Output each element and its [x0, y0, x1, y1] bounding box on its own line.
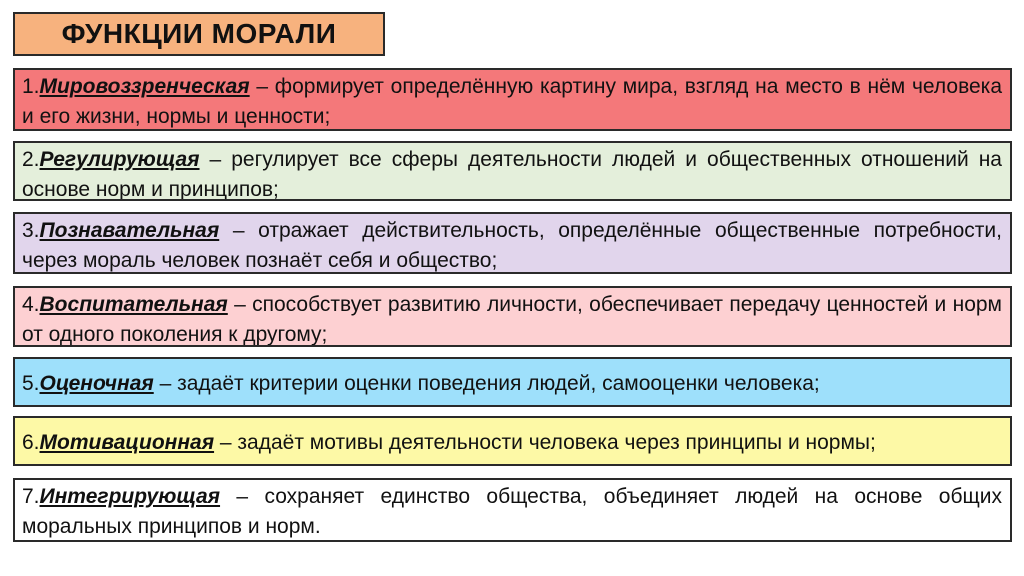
function-number: 3.: [22, 219, 40, 242]
function-term: Регулирующая: [39, 148, 200, 171]
function-item-3: [13, 212, 1012, 274]
function-description: – сохраняет единство общества, объединяет людей на основе общих моральных принципов и норм.: [22, 485, 1002, 538]
function-number: 2.: [22, 148, 40, 171]
function-item-7: [13, 478, 1012, 542]
function-description: – отражает действительность, определённые общественные потребности, через мораль человек познаёт себя и общество;: [22, 219, 1002, 272]
function-description: – способствует развитию личности, обеспечивает передачу ценностей и норм от одного поколения к другому;: [22, 293, 1002, 346]
function-item-2: [13, 141, 1012, 201]
function-description: – формирует определённую картину мира, взгляд на место в нём человека и его жизни, нормы и ценности;: [22, 75, 1002, 128]
function-description: – регулирует все сферы деятельности людей и общественных отношений на основе норм и принципов;: [22, 148, 1002, 201]
function-term: Интегрирующая: [39, 485, 221, 508]
function-number: 7.: [22, 485, 40, 508]
function-item-4: [13, 286, 1012, 347]
title-box: [13, 12, 385, 56]
function-number: 5.: [22, 372, 40, 395]
function-number: 1.: [22, 75, 40, 98]
function-number: 4.: [22, 293, 40, 316]
function-term: Воспитательная: [39, 293, 228, 316]
function-item-1: [13, 68, 1012, 131]
page-title: ФУНКЦИИ МОРАЛИ: [61, 18, 337, 49]
function-item-5: [13, 357, 1012, 407]
function-number: 6.: [22, 431, 40, 454]
function-item-6: [13, 416, 1012, 466]
function-description: – задаёт мотивы деятельности человека через принципы и нормы;: [214, 431, 876, 454]
function-term: Мотивационная: [39, 431, 215, 454]
function-term: Оценочная: [39, 372, 154, 395]
function-description: – задаёт критерии оценки поведения людей, самооценки человека;: [153, 372, 820, 395]
function-term: Мировоззренческая: [39, 75, 250, 98]
function-term: Познавательная: [39, 219, 220, 242]
